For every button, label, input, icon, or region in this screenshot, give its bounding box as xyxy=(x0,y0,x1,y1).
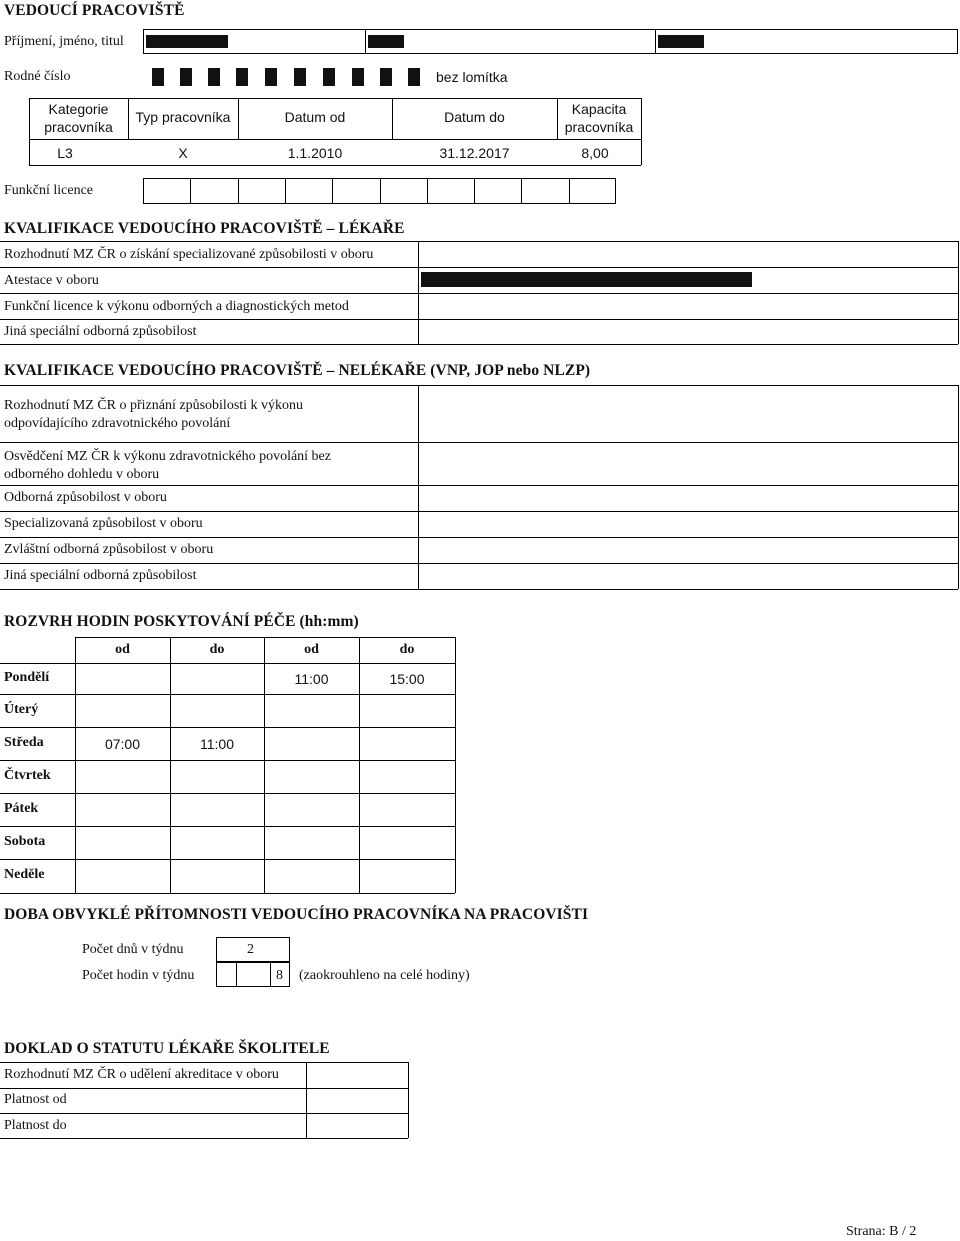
hours-per-week-value: 8 xyxy=(276,968,283,983)
schedule-day-label: Pondělí xyxy=(4,670,50,685)
physician-row-specialization: Rozhodnutí MZ ČR o získání specializované způsobilosti v oboru xyxy=(4,247,374,262)
schedule-day-label: Sobota xyxy=(4,834,46,849)
section-title-non-physician: KVALIFIKACE VEDOUCÍHO PRACOVIŠTĚ – NELÉKAŘE (VNP, JOP nebo NLZP) xyxy=(4,362,591,379)
header-capacity: Kapacita pracovníka xyxy=(564,101,634,135)
redacted-firstname xyxy=(368,35,404,48)
redacted-digit xyxy=(323,68,335,86)
schedule-time-cell[interactable]: 07:00 xyxy=(104,736,141,752)
days-per-week-value: 2 xyxy=(247,942,254,957)
birth-number-label: Rodné číslo xyxy=(4,69,71,84)
cell-date-to: 31.12.2017 xyxy=(439,145,510,161)
hours-per-week-label: Počet hodin v týdnu xyxy=(82,968,195,983)
physician-row-other: Jiná speciální odborná způsobilost xyxy=(4,324,197,339)
physician-row-functional-license: Funkční licence k výkonu odborných a diagnostických metod xyxy=(4,299,349,314)
cell-type: X xyxy=(178,145,188,161)
redacted-digit xyxy=(180,68,192,86)
license-label: Funkční licence xyxy=(4,183,94,198)
trainer-row-accreditation: Rozhodnutí MZ ČR o udělení akreditace v oboru xyxy=(4,1067,279,1082)
hours-per-week-note: (zaokrouhleno na celé hodiny) xyxy=(299,968,470,983)
non-physician-row-specialized: Specializovaná způsobilost v oboru xyxy=(4,516,203,531)
redacted-digit xyxy=(294,68,306,86)
trainer-row-valid-from: Platnost od xyxy=(4,1092,67,1107)
non-physician-row-other: Jiná speciální odborná způsobilost xyxy=(4,568,197,583)
redacted-digit xyxy=(236,68,248,86)
name-label: Příjmení, jméno, titul xyxy=(4,34,124,49)
trainer-row-valid-to: Platnost do xyxy=(4,1118,67,1133)
non-physician-row-special: Zvláštní odborná způsobilost v oboru xyxy=(4,542,214,557)
cell-category: L3 xyxy=(57,145,73,161)
schedule-day-label: Středa xyxy=(4,735,44,750)
redacted-digit xyxy=(152,68,164,86)
schedule-time-cell[interactable]: 11:00 xyxy=(200,736,234,752)
schedule-day-label: Pátek xyxy=(4,801,39,816)
section-title-physician: KVALIFIKACE VEDOUCÍHO PRACOVIŠTĚ – LÉKAŘE xyxy=(4,220,405,237)
non-physician-row-decision: Rozhodnutí MZ ČR o přiznání způsobilosti k výkonu odpovídajícího zdravotnického povolání xyxy=(4,398,304,431)
redacted-digit xyxy=(265,68,277,86)
non-physician-row-certificate: Osvědčení MZ ČR k výkonu zdravotnického povolání bez odborného dohledu v oboru xyxy=(4,449,331,482)
cell-capacity: 8,00 xyxy=(581,145,609,161)
schedule-day-label: Úterý xyxy=(4,702,39,717)
birth-number-note: bez lomítka xyxy=(436,69,508,85)
page-number: Strana: B / 2 xyxy=(846,1224,917,1239)
non-physician-row-professional: Odborná způsobilost v oboru xyxy=(4,490,167,505)
redacted-digit xyxy=(408,68,420,86)
schedule-time-cell[interactable]: 15:00 xyxy=(389,671,425,687)
redacted-digit xyxy=(208,68,220,86)
schedule-col-from-1: od xyxy=(115,642,130,657)
redacted-digit xyxy=(380,68,392,86)
schedule-day-label: Čtvrtek xyxy=(4,768,51,783)
schedule-col-from-2: od xyxy=(304,642,319,657)
header-category: Kategorie pracovníka xyxy=(44,101,113,135)
redacted-title xyxy=(658,35,704,48)
name-field[interactable] xyxy=(143,29,958,54)
schedule-col-to-1: do xyxy=(209,642,225,657)
header-type: Typ pracovníka xyxy=(135,109,231,125)
section-title-trainer: DOKLAD O STATUTU LÉKAŘE ŠKOLITELE xyxy=(4,1040,330,1057)
section-title-workplace-head: VEDOUCÍ PRACOVIŠTĚ xyxy=(4,2,185,19)
schedule-time-cell[interactable]: 11:00 xyxy=(294,671,329,687)
schedule-day-label: Neděle xyxy=(4,867,45,882)
days-per-week-label: Počet dnů v týdnu xyxy=(82,942,184,957)
schedule-col-to-2: do xyxy=(399,642,415,657)
redacted-digit xyxy=(352,68,364,86)
header-date-from: Datum od xyxy=(284,109,346,125)
redacted-attestation xyxy=(421,272,752,287)
section-title-presence: DOBA OBVYKLÉ PŘÍTOMNOSTI VEDOUCÍHO PRACOVNÍKA NA PRACOVIŠTI xyxy=(4,906,589,923)
section-title-schedule: ROZVRH HODIN POSKYTOVÁNÍ PÉČE (hh:mm) xyxy=(4,613,359,630)
redacted-surname xyxy=(146,35,228,48)
header-date-to: Datum do xyxy=(444,109,505,125)
cell-date-from: 1.1.2010 xyxy=(287,145,343,161)
physician-row-attestation: Atestace v oboru xyxy=(4,273,99,288)
